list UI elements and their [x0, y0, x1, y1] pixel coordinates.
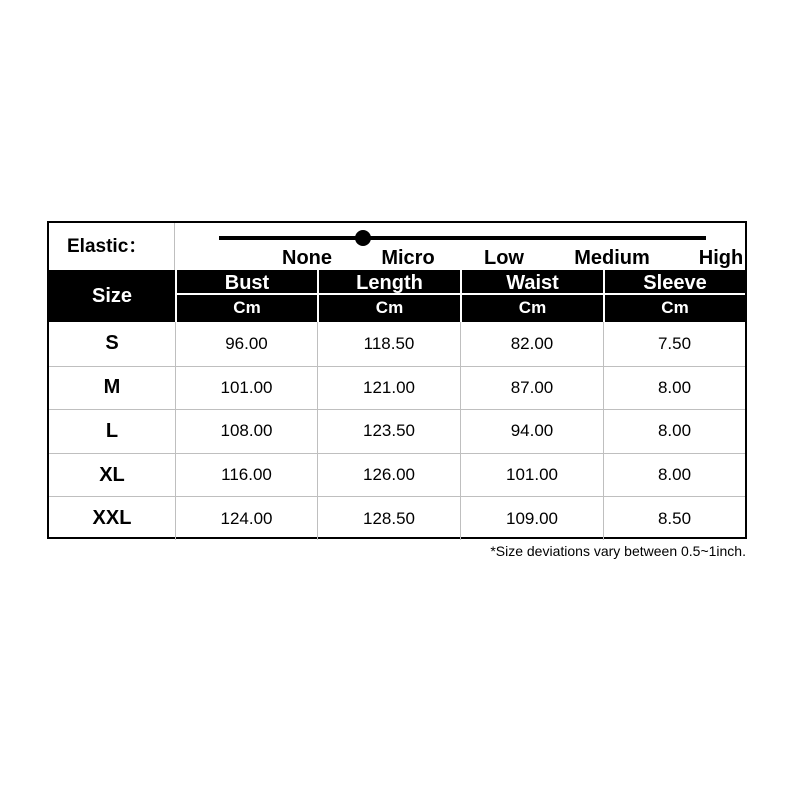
table-body	[49, 322, 745, 540]
elastic-row	[49, 223, 745, 270]
column-name: Bust	[177, 270, 317, 295]
length-cell: 126.00	[317, 454, 460, 497]
sleeve-cell: 8.00	[603, 367, 745, 410]
sleeve-column-header	[603, 270, 745, 322]
waist-cell: 94.00	[460, 410, 603, 453]
column-name: Waist	[462, 270, 603, 295]
size-cell: L	[105, 419, 119, 442]
elastic-level-high: High	[698, 247, 744, 269]
table-row	[49, 496, 745, 540]
table-row	[49, 366, 745, 410]
elastic-levels	[175, 246, 745, 270]
waist-cell: 109.00	[460, 497, 603, 540]
table-row	[49, 409, 745, 453]
table-row	[49, 453, 745, 497]
waist-cell: 101.00	[460, 454, 603, 497]
size-cell: S	[105, 332, 119, 355]
elastic-level-micro: Micro	[381, 247, 435, 269]
bust-column-header	[175, 270, 317, 322]
bust-cell: 101.00	[175, 367, 317, 410]
size-cell: XL	[99, 463, 125, 486]
waist-cell: 82.00	[460, 322, 603, 366]
elastic-level-low: Low	[484, 247, 524, 269]
column-unit: Cm	[375, 298, 404, 317]
bust-cell: 124.00	[175, 497, 317, 540]
sleeve-cell: 8.00	[603, 454, 745, 497]
bust-cell: 116.00	[175, 454, 317, 497]
column-name: Sleeve	[605, 270, 745, 295]
elastic-level-medium: Medium	[574, 247, 650, 269]
length-cell: 121.00	[317, 367, 460, 410]
column-unit: Cm	[233, 298, 261, 317]
sleeve-cell: 7.50	[603, 322, 745, 366]
bust-cell: 108.00	[175, 410, 317, 453]
table-header	[49, 270, 745, 322]
waist-column-header	[460, 270, 603, 322]
size-deviation-note: *Size deviations vary between 0.5~1inch.	[490, 543, 746, 559]
elastic-scale-line	[219, 236, 706, 240]
elastic-level-none: None	[282, 247, 332, 269]
column-name: Length	[319, 270, 460, 295]
size-column-header: Size	[91, 285, 133, 307]
length-cell: 118.50	[317, 322, 460, 366]
elastic-label: Elastic：	[49, 223, 175, 270]
length-cell: 128.50	[317, 497, 460, 540]
length-column-header	[317, 270, 460, 322]
size-cell: XXL	[92, 507, 132, 530]
sleeve-cell: 8.50	[603, 497, 745, 540]
table-row	[49, 322, 745, 366]
sleeve-cell: 8.00	[603, 410, 745, 453]
bust-cell: 96.00	[175, 322, 317, 366]
column-unit: Cm	[661, 298, 689, 317]
size-cell: M	[103, 376, 121, 399]
column-unit: Cm	[518, 298, 547, 317]
waist-cell: 87.00	[460, 367, 603, 410]
size-chart	[47, 221, 747, 539]
elastic-selected-marker	[355, 230, 371, 246]
length-cell: 123.50	[317, 410, 460, 453]
